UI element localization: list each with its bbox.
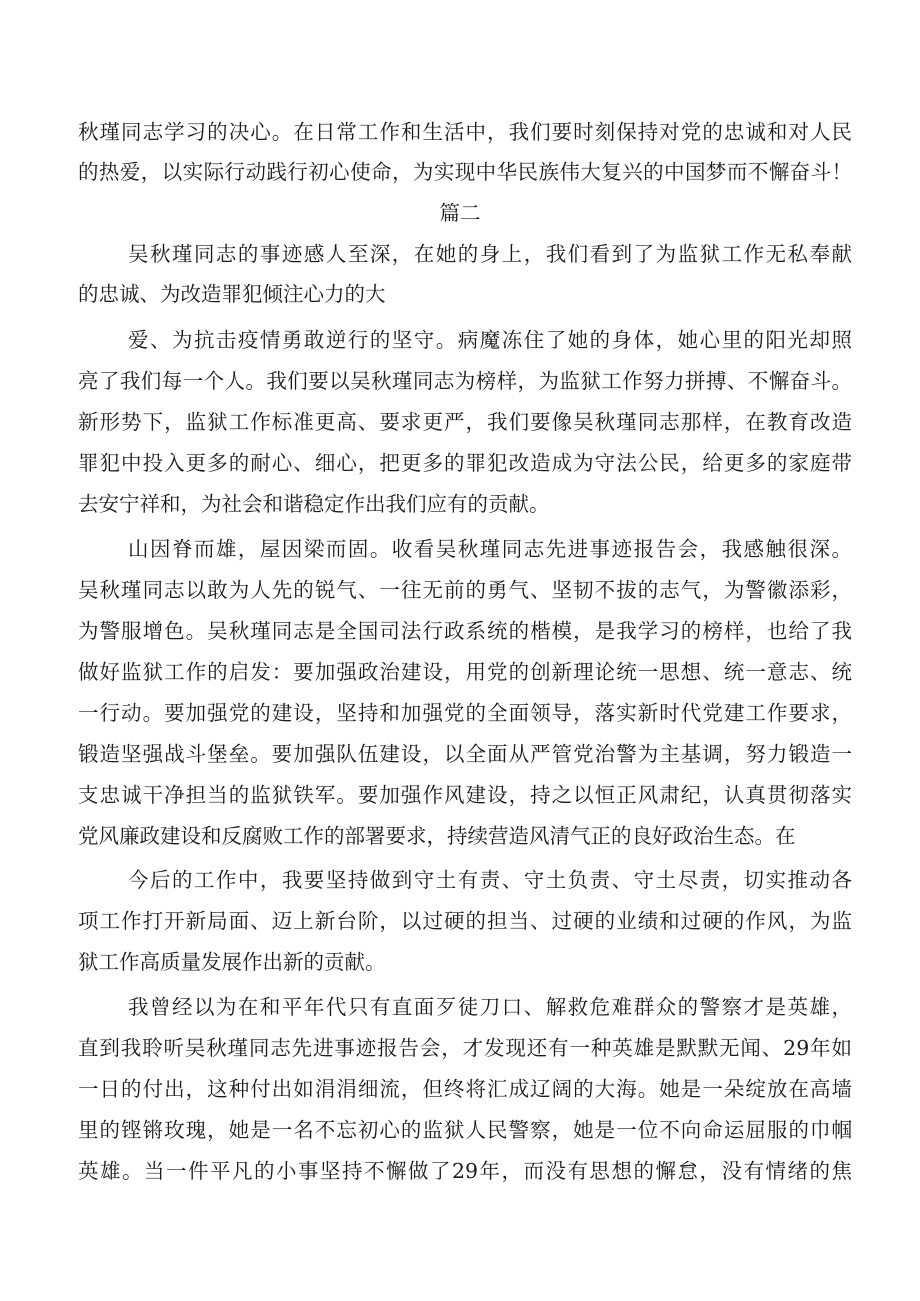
text-line: 党风廉政建设和反腐败工作的部署要求，持续营造风清气正的良好政治生态。在 xyxy=(78,824,796,848)
text-line: 吴秋瑾同志的事迹感人至深，在她的身上，我们看到了为监狱工作无私奉献 xyxy=(128,242,852,266)
text-line: 吴秋瑾同志以敢为人先的锐气、一往无前的勇气、坚韧不拔的志气，为警徽添彩， xyxy=(78,578,852,602)
text-line: 我曾经以为在和平年代只有直面歹徒刀口、解救危难群众的警察才是英雄， xyxy=(128,995,852,1019)
text-line: 的忠诚、为改造罪犯倾注心力的大 xyxy=(78,282,386,306)
text-line: 新形势下，监狱工作标准更高、要求更严，我们要像吴秋瑾同志那样，在教育改造 xyxy=(78,410,852,434)
text-line: 去安宁祥和，为社会和谐稳定作出我们应有的贡献。 xyxy=(78,492,550,516)
text-line: 里的铿锵玫瑰，她是一名不忘初心的监狱人民警察，她是一位不向命运屈服的巾帼 xyxy=(78,1118,852,1142)
text-line: 做好监狱工作的启发：要加强政治建设，用党的创新理论统一思想、统一意志、统 xyxy=(78,660,852,684)
text-line: 山因脊而雄，屋因梁而固。收看吴秋瑾同志先进事迹报告会，我感触很深。 xyxy=(128,537,852,561)
text-line: 一行动。要加强党的建设，坚持和加强党的全面领导，落实新时代党建工作要求， xyxy=(78,701,852,725)
text-line: 爱、为抗击疫情勇敢逆行的坚守。病魔冻住了她的身体，她心里的阳光却照 xyxy=(128,328,852,352)
section-heading: 篇二 xyxy=(439,201,481,225)
text-line: 的热爱，以实际行动践行初心使命，为实现中华民族伟大复兴的中国梦而不懈奋斗！ xyxy=(78,160,852,184)
text-line: 项工作打开新局面、迈上新台阶，以过硬的担当、过硬的业绩和过硬的作风，为监 xyxy=(78,909,852,933)
text-line: 锻造坚强战斗堡垒。要加强队伍建设，以全面从严管党治警为主基调，努力锻造一 xyxy=(78,742,852,766)
text-line: 支忠诚干净担当的监狱铁军。要加强作风建设，持之以恒正风肃纪，认真贯彻落实 xyxy=(78,783,852,807)
text-line: 亮了我们每一个人。我们要以吴秋瑾同志为榜样，为监狱工作努力拼搏、不懈奋斗。 xyxy=(78,369,852,393)
text-line: 罪犯中投入更多的耐心、细心，把更多的罪犯改造成为守法公民，给更多的家庭带 xyxy=(78,451,852,475)
text-line: 为警服增色。吴秋瑾同志是全国司法行政系统的楷模，是我学习的榜样，也给了我 xyxy=(78,619,852,643)
text-line: 秋瑾同志学习的决心。在日常工作和生活中，我们要时刻保持对党的忠诚和对人民 xyxy=(78,120,852,144)
text-line: 狱工作高质量发展作出新的贡献。 xyxy=(78,950,386,974)
text-line: 直到我聆听吴秋瑾同志先进事迹报告会，才发现还有一种英雄是默默无闻、29年如 xyxy=(78,1036,852,1060)
text-line: 一日的付出，这种付出如涓涓细流，但终将汇成辽阔的大海。她是一朵绽放在高墙 xyxy=(78,1077,852,1101)
text-line: 英雄。当一件平凡的小事坚持不懈做了29年，而没有思想的懈怠，没有情绪的焦 xyxy=(78,1159,852,1183)
text-line: 今后的工作中，我要坚持做到守土有责、守土负责、守土尽责，切实推动各 xyxy=(128,868,852,892)
